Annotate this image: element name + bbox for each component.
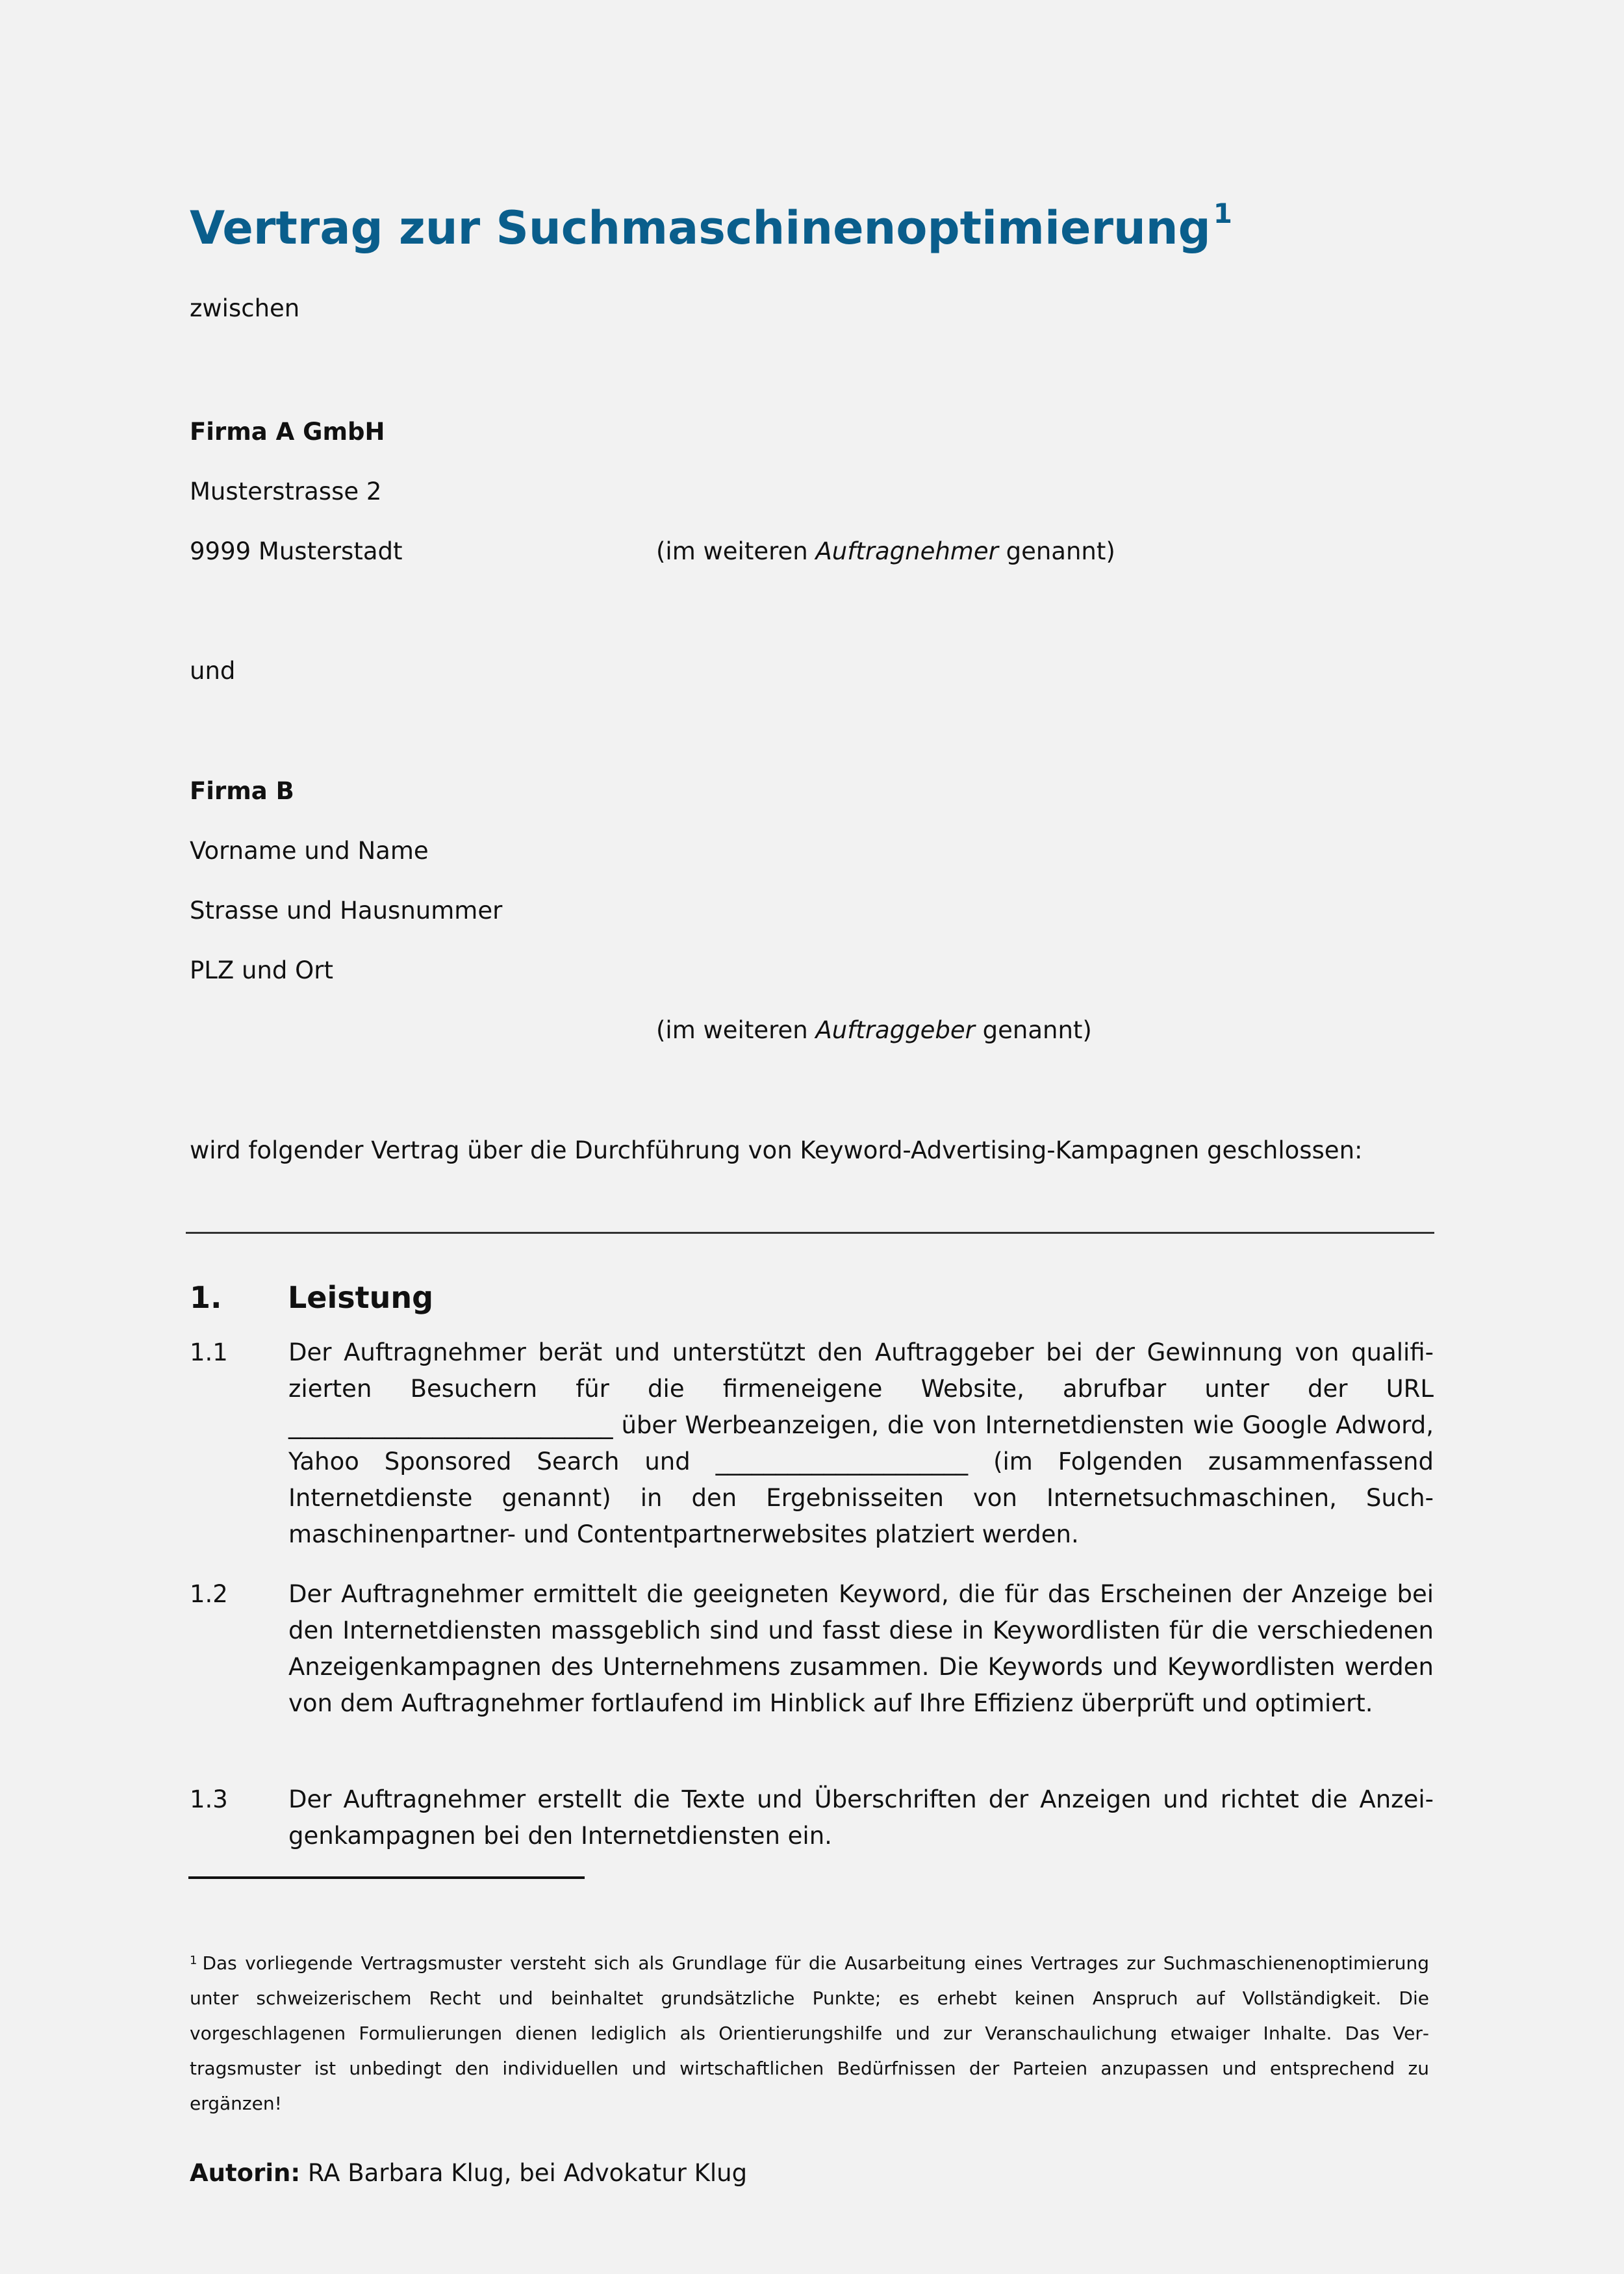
party-b-role <box>656 1016 1092 1045</box>
footnote-marker: 1 <box>190 1954 197 1967</box>
section-1-heading: Leistung <box>288 1280 434 1315</box>
footnote-text: Das vorliegende Vertragsmuster versteht sich als Grundlage für die Ausarbeitung eines Vertrages zur Suchmaschienenoptimierung unter schweizerischem Recht und beinhaltet grundsätzliche Punkte; es erhebt keinen Anspruch auf Vollständigkeit. Die vorgeschlagenen Formulierungen dienen lediglich als Orientierungshilfe und zur Veranschaulichung etwaiger Inhalte. Das Vertragsmuster ist unbedingt den individuellen und wirtschaftlichen Bedürfnissen der Parteien anzupassen und entsprechend zu ergänzen! <box>190 1952 1429 2114</box>
party-b-street: Strasse und Hausnummer <box>190 897 503 925</box>
other-service-blank-field[interactable]: _____________________ <box>715 1448 969 1476</box>
party-a-city: 9999 Musterstadt <box>190 537 403 565</box>
between-label: zwischen <box>190 294 300 322</box>
clause-number: 1.1 <box>190 1338 228 1366</box>
party-a-role-prefix: (im weiteren <box>656 537 816 565</box>
clause-text-part: Der Auftragnehmer berät und unterstützt den Auftraggeber bei der Gewinnung von qualifizierten Besuchern für die firmeneigene Website, abrufbar unter der URL <box>288 1338 1434 1403</box>
clause-number: 1.2 <box>190 1580 228 1608</box>
clause-1-2 <box>190 1576 1434 1722</box>
clause-text-part: (im Folgenden zusammenfassend Internetdienste genannt) in den Ergebnisseiten von Internetsuchmaschinen, Suchmaschinenpartner- und Contentpartnerwebsites platziert werden. <box>288 1448 1434 1548</box>
author-line <box>190 2158 747 2188</box>
party-b-role-prefix: (im weiteren <box>656 1016 816 1044</box>
party-b-name: Firma B <box>190 777 294 805</box>
title-footnote-marker[interactable]: 1 <box>1213 198 1232 229</box>
clause-1-3 <box>190 1782 1434 1854</box>
clause-text: Der Auftragnehmer erstellt die Texte und Überschriften der Anzeigen und richtet die Anzeigenkampagnen bei den Internetdiensten ein. <box>288 1785 1434 1850</box>
and-label: und <box>190 657 236 685</box>
party-b-city: PLZ und Ort <box>190 956 334 984</box>
party-a-street: Musterstrasse 2 <box>190 478 382 505</box>
url-blank-field[interactable]: ___________________________ <box>288 1411 613 1439</box>
clause-text-part: über Werbeanzeigen, die von Internetdiensten wie Google Adword, Yahoo Sponsored Search und <box>288 1411 1434 1476</box>
footnote-separator <box>188 1876 585 1879</box>
author-value: RA Barbara Klug, bei Advokatur Klug <box>300 2159 748 2187</box>
section-divider <box>186 1232 1434 1234</box>
document-title-text: Vertrag zur Suchmaschinenoptimierung <box>190 201 1211 255</box>
party-a-name: Firma A GmbH <box>190 418 385 446</box>
party-b-contact: Vorname und Name <box>190 837 429 865</box>
author-label: Autorin: <box>190 2159 301 2187</box>
clause-1-1 <box>190 1335 1434 1553</box>
party-b-role-suffix: genannt) <box>974 1016 1092 1044</box>
party-b-role-term: Auftraggeber <box>815 1016 975 1044</box>
document-title <box>190 198 1232 255</box>
clause-text: Der Auftragnehmer ermittelt die geeigneten Keyword, die für das Erscheinen der Anzeige bei den Internetdiensten massgeblich sind und fasst diese in Keywordlisten für die verschiedenen Anzeigenkampagnen des Unternehmens zusammen. Die Keywords und Keywordlisten werden von dem Auftragnehmer fortlaufend im Hinblick auf Ihre Effizienz überprüft und optimiert. <box>288 1580 1434 1717</box>
section-1-number: 1. <box>190 1280 222 1315</box>
party-a-role-term: Auftragnehmer <box>815 537 998 565</box>
party-a-role <box>656 537 1115 567</box>
clause-number: 1.3 <box>190 1785 228 1813</box>
party-a-role-suffix: genannt) <box>998 537 1115 565</box>
contract-intro-sentence: wird folgender Vertrag über die Durchführung von Keyword-Advertising-Kampagnen geschlossen: <box>190 1136 1363 1164</box>
clause-text <box>288 1335 1434 1553</box>
footnote <box>190 1946 1429 2121</box>
